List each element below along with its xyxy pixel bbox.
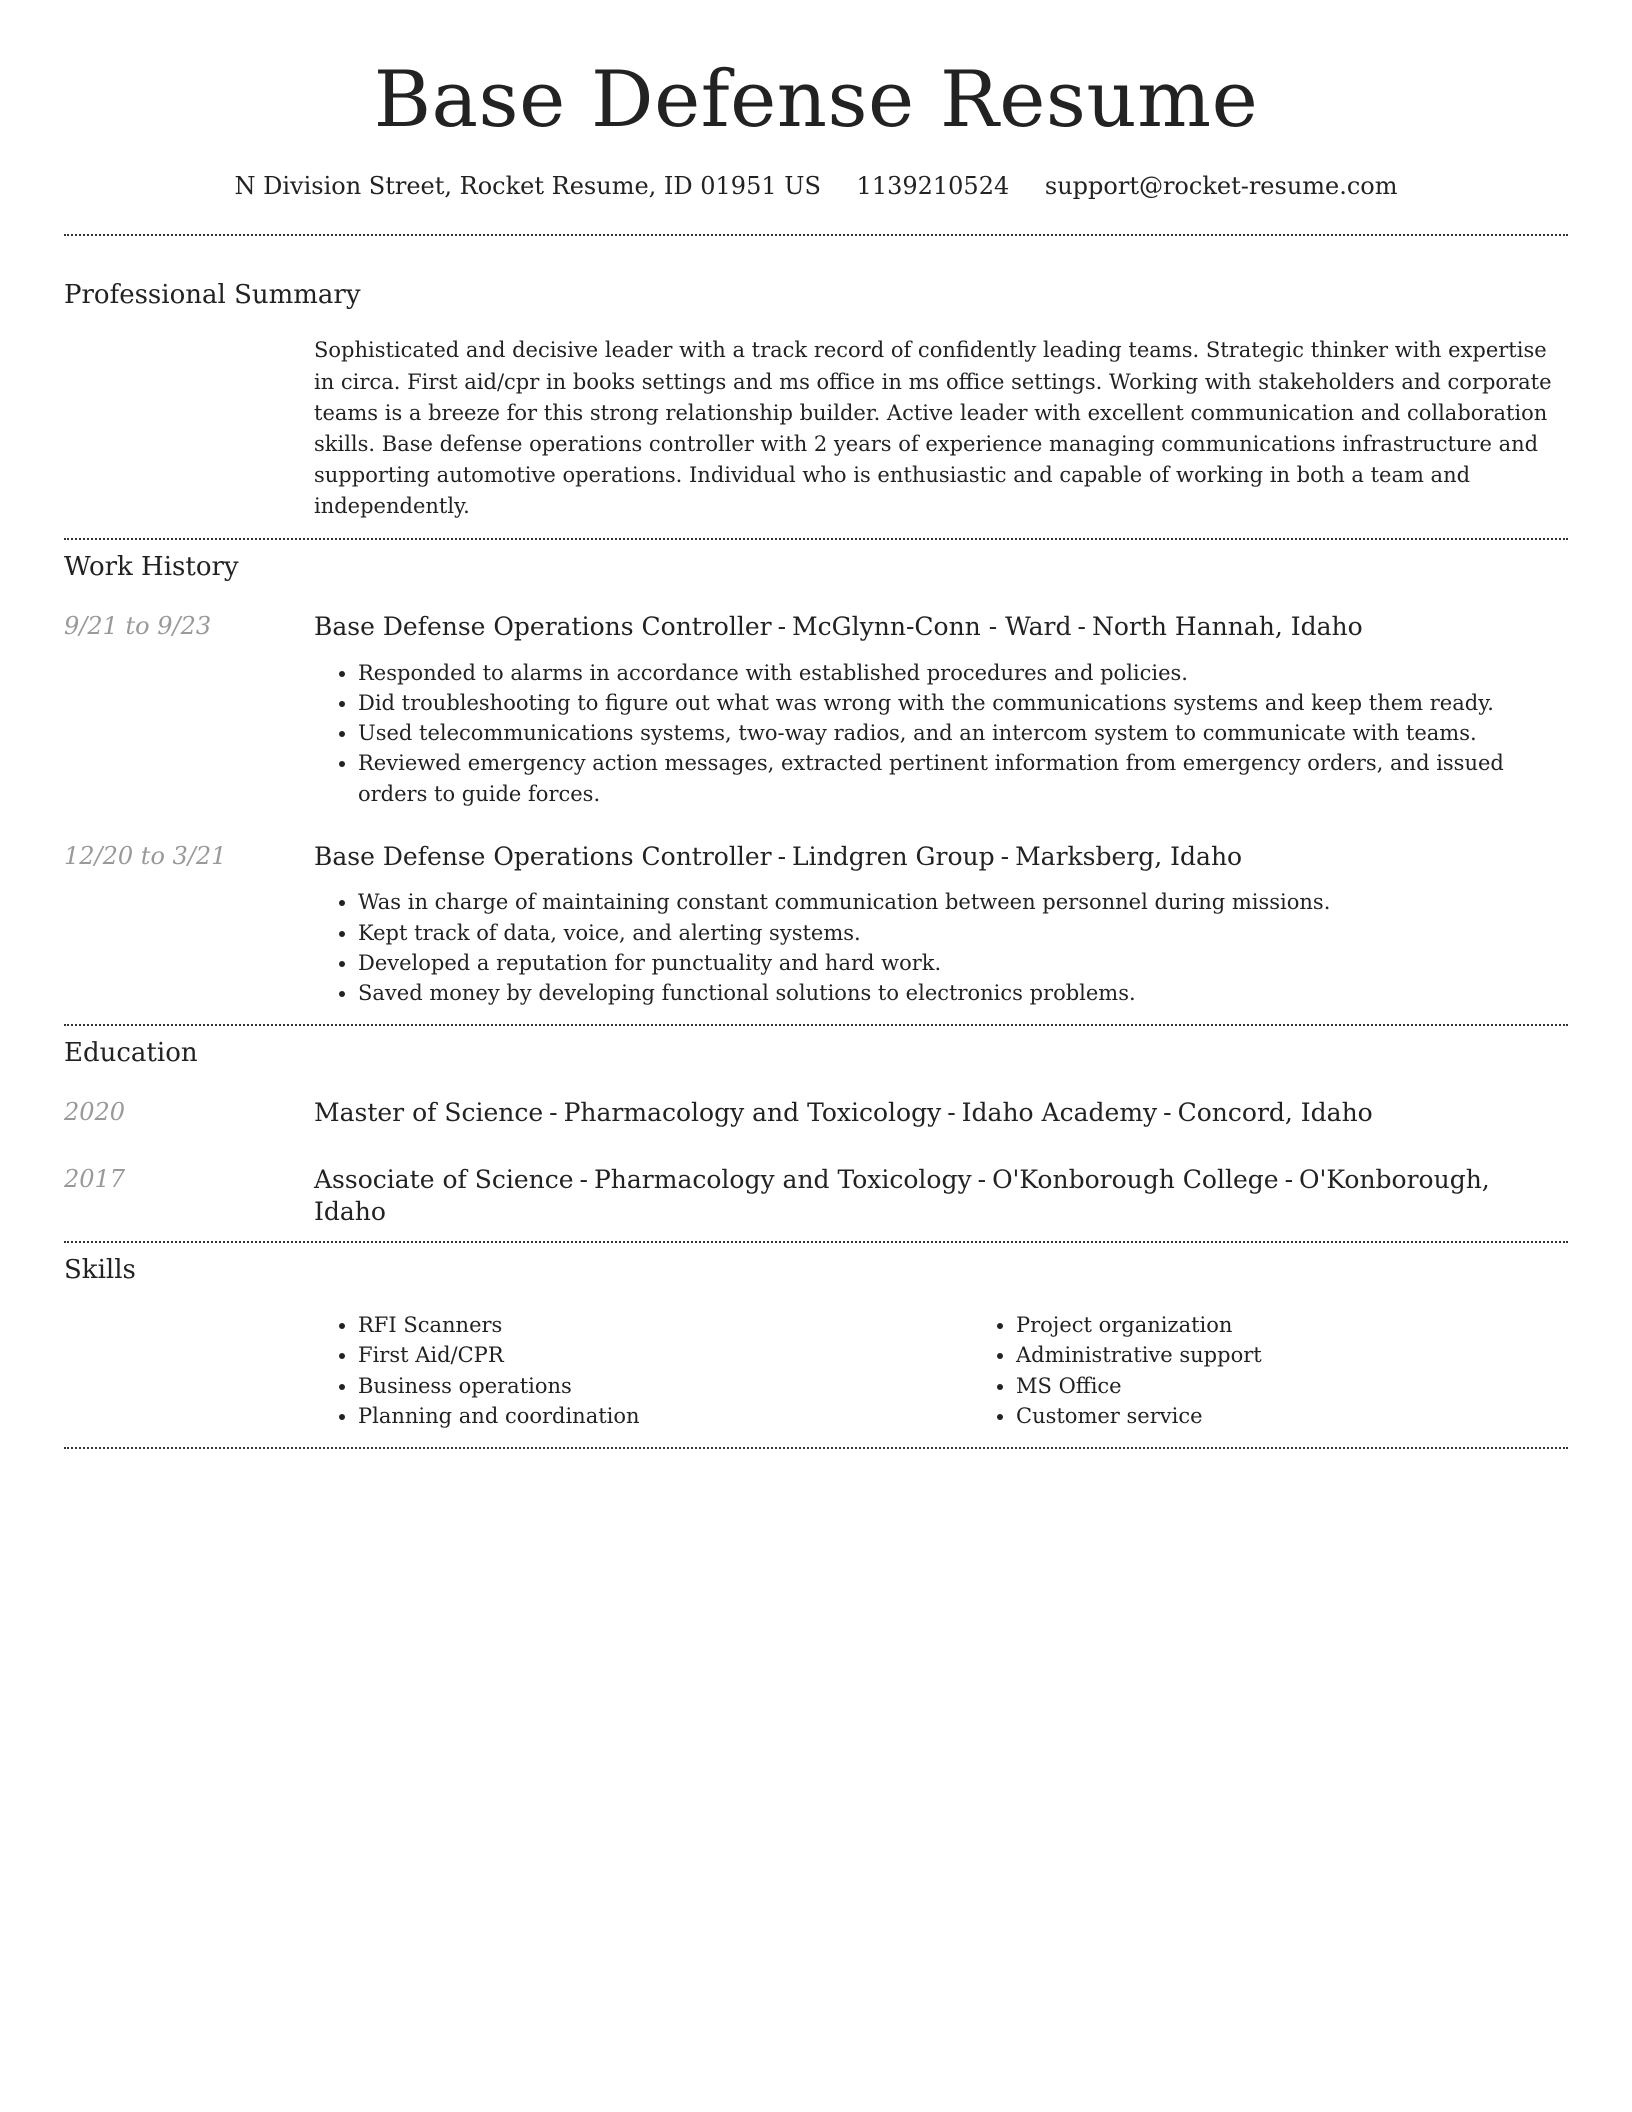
job-bullets <box>314 887 1568 1008</box>
job-dates: 12/20 to 3/21 <box>64 841 227 870</box>
skills-section <box>64 1243 1568 1447</box>
skill-item: • First Aid/CPR <box>358 1340 972 1370</box>
job-bullet: • Reviewed emergency action messages, extracted pertinent information from emergency orders, and issued orders to guide forces. <box>358 748 1568 808</box>
education-entry <box>64 1164 1568 1229</box>
job-entry <box>64 611 1568 809</box>
summary-section <box>64 236 1568 538</box>
skill-item: • Project organization <box>1016 1310 1630 1340</box>
summary-text: Sophisticated and decisive leader with a track record of confidently leading teams. Strategic thinker with expertise in circa. First aid/cpr in books settings and ms office in ms office settings. Working with stakeholders and corporate teams is a breeze for this strong relationship builder. Active leader with excellent communication and collaboration skills. Base defense operations controller with 2 years of experience managing communications infrastructure and supporting automotive operations. Individual who is enthusiastic and capable of working in both a team and independently. <box>314 338 1552 518</box>
job-bullet: • Did troubleshooting to figure out what was wrong with the communications systems and keep them ready. <box>358 688 1568 718</box>
job-bullet: • Used telecommunications systems, two-way radios, and an intercom system to communicate with teams. <box>358 718 1568 748</box>
skills-list-left <box>314 1310 972 1431</box>
work-history-heading: Work History <box>64 551 239 582</box>
job-heading: Base Defense Operations Controller - Lindgren Group - Marksberg, Idaho <box>314 841 1243 871</box>
education-location: O'Konborough, Idaho <box>314 1164 1490 1227</box>
work-history-section <box>64 540 1568 1024</box>
skill-item: • RFI Scanners <box>358 1310 972 1340</box>
education-entry <box>64 1097 1568 1130</box>
education-school: Idaho Academy <box>961 1098 1158 1128</box>
job-bullet: • Responded to alarms in accordance with established procedures and policies. <box>358 658 1568 688</box>
job-bullet: • Kept track of data, voice, and alerting systems. <box>358 918 1568 948</box>
skill-item: • Administrative support <box>1016 1340 1630 1370</box>
education-heading-line: Master of Science - Pharmacology and Toxicology - Idaho Academy - Concord, Idaho <box>314 1098 1373 1128</box>
education-location: Concord, Idaho <box>1177 1098 1373 1128</box>
job-location: Marksberg, Idaho <box>1015 841 1243 871</box>
resume-header <box>64 0 1568 200</box>
resume-name: Base Defense Resume <box>373 55 1259 145</box>
contact-line <box>64 172 1568 201</box>
job-bullet: • Saved money by developing functional solutions to electronics problems. <box>358 978 1568 1008</box>
education-heading: Education <box>64 1038 198 1069</box>
job-heading: Base Defense Operations Controller - McGlynn-Conn - Ward - North Hannah, Idaho <box>314 612 1363 642</box>
job-bullet: • Was in charge of maintaining constant communication between personnel during missions. <box>358 887 1568 917</box>
job-bullet: • Developed a reputation for punctuality and hard work. <box>358 948 1568 978</box>
education-school: O'Konborough College <box>992 1164 1279 1194</box>
education-year: 2017 <box>64 1164 126 1193</box>
section-divider <box>64 1447 1568 1449</box>
job-bullets <box>314 658 1568 809</box>
skill-item: • MS Office <box>1016 1371 1630 1401</box>
education-degree: Associate of Science <box>314 1164 574 1194</box>
education-heading-line: Associate of Science - Pharmacology and Toxicology - O'Konborough College - O'Konborough, Idaho <box>314 1164 1490 1227</box>
education-degree: Master of Science <box>314 1098 544 1128</box>
job-position: Base Defense Operations Controller <box>314 841 772 871</box>
contact-address: N Division Street, Rocket Resume, ID 01951 US <box>234 171 821 200</box>
contact-email: support@rocket-resume.com <box>1044 171 1398 200</box>
skill-item: • Customer service <box>1016 1401 1630 1431</box>
job-entry <box>64 841 1568 1008</box>
education-year: 2020 <box>64 1098 126 1127</box>
job-company: McGlynn-Conn - Ward <box>792 612 1072 642</box>
summary-heading: Professional Summary <box>64 280 361 311</box>
skills-list-right <box>972 1310 1630 1431</box>
education-field: Pharmacology and Toxicology <box>593 1164 972 1194</box>
job-dates: 9/21 to 9/23 <box>64 612 212 641</box>
contact-phone: 1139210524 <box>856 171 1010 200</box>
job-company: Lindgren Group <box>792 841 995 871</box>
job-position: Base Defense Operations Controller <box>314 612 772 642</box>
skills-heading: Skills <box>64 1254 136 1285</box>
skill-item: • Business operations <box>358 1371 972 1401</box>
education-field: Pharmacology and Toxicology <box>563 1098 942 1128</box>
education-section <box>64 1026 1568 1241</box>
job-location: North Hannah, Idaho <box>1091 612 1363 642</box>
skill-item: • Planning and coordination <box>358 1401 972 1431</box>
